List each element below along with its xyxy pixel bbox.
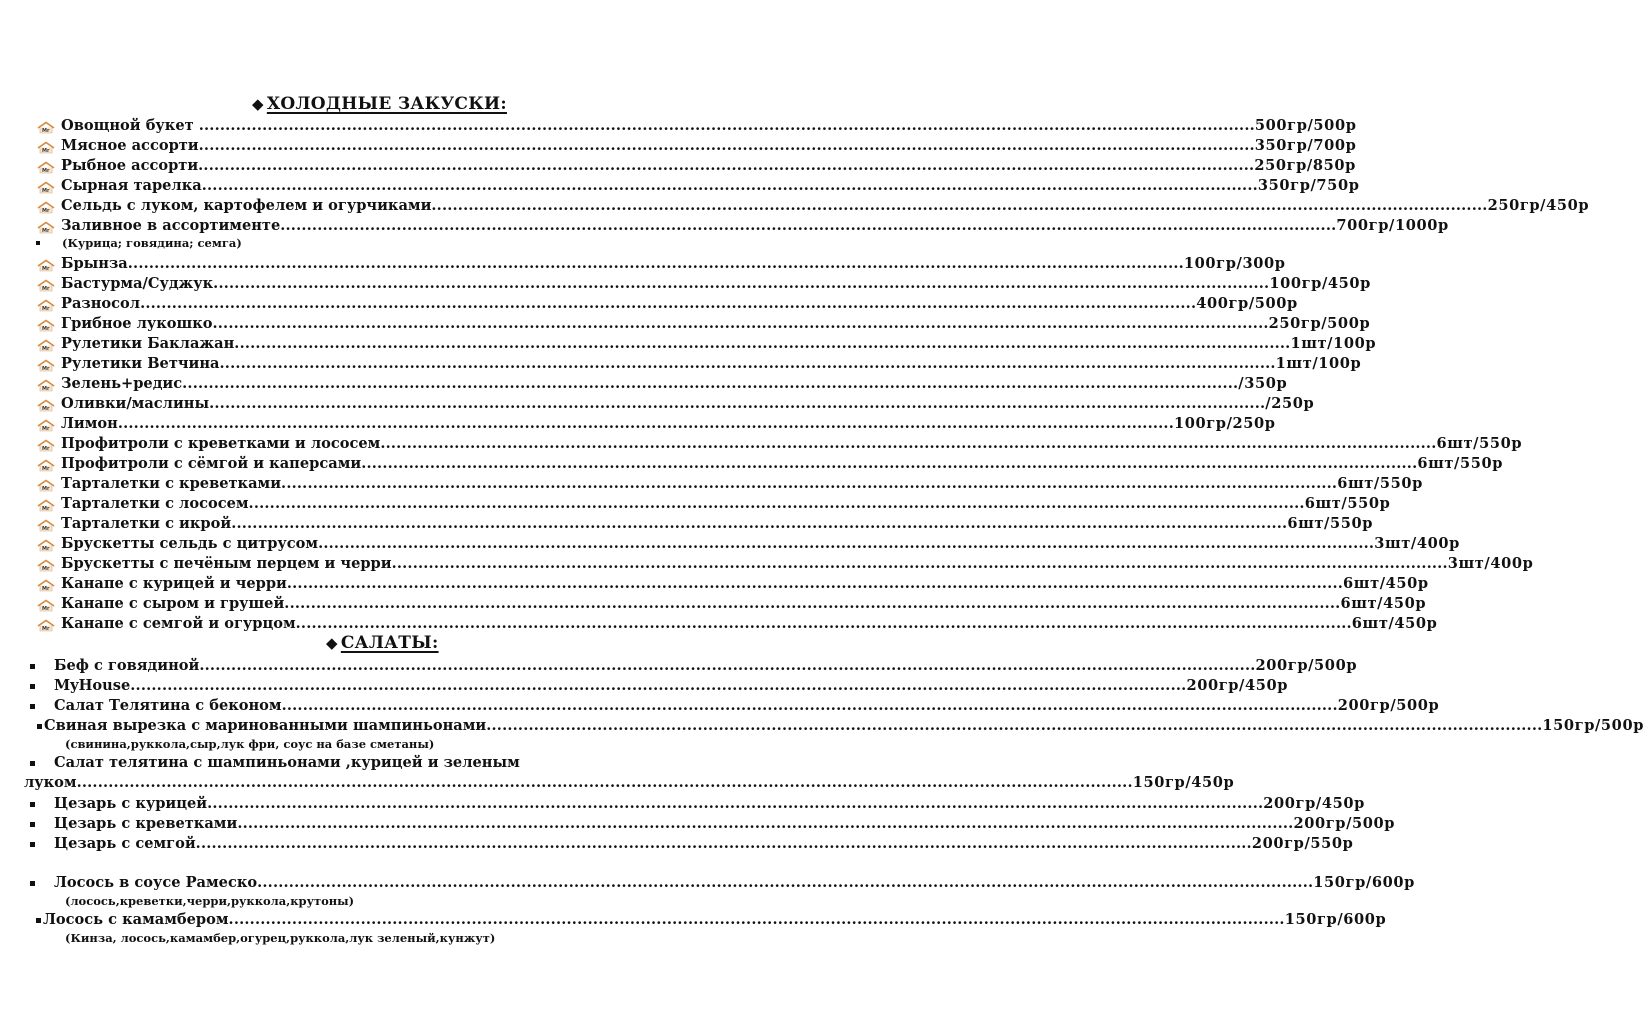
item-name-line2: луком (24, 774, 77, 791)
item-name: Рулетики Ветчина (61, 355, 220, 372)
leader-dots: ........................................................................................................................................................................................................ (257, 874, 1314, 891)
item-price: 250гр/500р (1268, 315, 1371, 332)
leader-dots: ........................................................................................................................................................................................................ (248, 495, 1305, 512)
svg-text:Mr: Mr (42, 167, 50, 174)
salad-item (37, 716, 1644, 736)
mr-house-logo-icon (37, 378, 55, 391)
cold-appetizer-item (37, 254, 1286, 274)
cold-appetizer-item (37, 334, 1377, 354)
item-price: 150гр/450р (1132, 774, 1235, 791)
mr-house-logo-icon (37, 338, 55, 351)
item-price: 250гр/450р (1487, 197, 1590, 214)
mr-house-logo-icon (37, 558, 55, 571)
item-name: Канапе с курицей и черри (61, 575, 287, 592)
leader-dots: ........................................................................................................................................................................................................ (231, 515, 1288, 532)
cold-appetizer-item (37, 274, 1371, 294)
svg-text:Mr: Mr (42, 305, 50, 312)
cold-appetizer-item (37, 374, 1288, 394)
salad-item-continued (24, 773, 1235, 793)
item-price: 6шт/550р (1417, 455, 1504, 472)
salad-item (36, 910, 1387, 930)
salad-item (30, 696, 1440, 716)
leader-dots: ........................................................................................................................................................................................................ (286, 575, 1344, 592)
mr-house-logo-icon (37, 140, 55, 153)
svg-text:Mr: Mr (42, 605, 50, 612)
salad-item (30, 814, 1396, 834)
svg-text:Mr: Mr (42, 545, 50, 552)
svg-text:Mr: Mr (42, 385, 50, 392)
item-price: 6шт/450р (1340, 595, 1427, 612)
bullet-square-icon (30, 822, 35, 827)
item-name: Цезарь с курицей (54, 795, 208, 812)
cold-appetizer-item (37, 534, 1460, 554)
mr-house-logo-icon (37, 598, 55, 611)
leader-dots: ........................................................................................................................................................................................................ (198, 157, 1255, 174)
svg-text:Mr: Mr (42, 265, 50, 272)
leader-dots: ........................................................................................................................................................................................................ (198, 137, 1255, 154)
leader-dots: ........................................................................................................................................................................................................ (198, 117, 1255, 134)
leader-dots: ........................................................................................................................................................................................................ (486, 717, 1543, 734)
leader-dots: ........................................................................................................................................................................................................ (234, 335, 1291, 352)
mr-house-logo-icon (37, 358, 55, 371)
cold-appetizers-heading (252, 94, 507, 114)
mr-house-logo-icon (37, 278, 55, 291)
cold-appetizer-item (37, 394, 1315, 414)
bullet-square-icon (30, 881, 35, 886)
mr-house-logo-icon (37, 538, 55, 551)
item-price: 200гр/500р (1293, 815, 1396, 832)
item-name: Лимон (61, 415, 118, 432)
item-name: Свиная вырезка с маринованными шампиньонами (44, 717, 487, 734)
cold-appetizer-item (37, 434, 1523, 454)
svg-text:Mr: Mr (42, 207, 50, 214)
leader-dots: ........................................................................................................................................................................................................ (280, 217, 1337, 234)
leader-dots: ........................................................................................................................................................................................................ (295, 615, 1352, 632)
item-price: 200гр/450р (1263, 795, 1365, 812)
svg-text:Mr: Mr (42, 505, 50, 512)
cold-appetizer-item (37, 554, 1534, 574)
item-price: 6шт/550р (1304, 495, 1391, 512)
mr-house-logo-icon (37, 298, 55, 311)
item-name: MyHouse (54, 677, 131, 694)
item-name: Рыбное ассорти (61, 157, 199, 174)
cold-appetizer-item (37, 474, 1423, 494)
item-price: 3шт/400р (1374, 535, 1460, 552)
item-price: 400гр/500р (1196, 295, 1298, 312)
leader-dots: ........................................................................................................................................................................................................ (228, 911, 1285, 928)
diamond-icon: ◆ (252, 95, 264, 113)
svg-text:Mr: Mr (42, 285, 50, 292)
item-price: 200гр/500р (1255, 657, 1358, 674)
svg-text:Mr: Mr (42, 525, 50, 532)
item-name: Грибное лукошко (61, 315, 213, 332)
leader-dots: ........................................................................................................................................................................................................ (76, 774, 1133, 791)
item-name: Сельдь с луком, картофелем и огурчиками (61, 197, 432, 214)
item-name-line1: Салат телятина с шампиньонами ,курицей и зеленым (54, 754, 520, 771)
item-name: Лосось в соусе Рамеско (54, 874, 258, 891)
item-price: 150гр/600р (1284, 911, 1387, 928)
item-price: 1шт/100р (1275, 355, 1362, 372)
item-name: Канапе с сыром и грушей (61, 595, 285, 612)
cold-appetizer-item (37, 136, 1357, 156)
mr-house-logo-icon (37, 258, 55, 271)
svg-text:Mr: Mr (42, 147, 50, 154)
cold-appetizer-item (37, 454, 1504, 474)
leader-dots: ........................................................................................................................................................................................................ (117, 415, 1174, 432)
mr-house-logo-icon (37, 180, 55, 193)
item-name: Тарталетки с креветками (61, 475, 282, 492)
item-name: Разносол (61, 295, 141, 312)
svg-text:Mr: Mr (42, 325, 50, 332)
cold-appetizer-item (37, 216, 1449, 236)
item-note: (свинина,руккола,сыр,лук фри, соус на базе сметаны) (65, 737, 435, 751)
svg-text:Mr: Mr (42, 127, 50, 134)
cold-appetizer-item (37, 414, 1276, 434)
item-name: Брускетты сельдь с цитрусом (61, 535, 319, 552)
item-price: 100гр/300р (1183, 255, 1286, 272)
item-name: Бастурма/Суджук (61, 275, 214, 292)
mr-house-logo-icon (37, 318, 55, 331)
item-name: Заливное в ассортименте (61, 217, 281, 234)
item-price: /250р (1265, 395, 1315, 412)
item-price: 250гр/850р (1254, 157, 1356, 174)
leader-dots: ........................................................................................................................................................................................................ (209, 395, 1266, 412)
item-name: Овощной букет (61, 117, 199, 134)
item-name: Сырная тарелка (61, 177, 202, 194)
aspic-note-text: (Курица; говядина; семга) (62, 236, 242, 250)
svg-text:Mr: Mr (42, 345, 50, 352)
salad-item (30, 753, 658, 773)
item-name: Профитроли с сёмгой и каперсами (61, 455, 362, 472)
svg-text:Mr: Mr (42, 405, 50, 412)
salad-item (30, 873, 1415, 893)
item-name: Тарталетки с икрой (61, 515, 232, 532)
cold-appetizer-item (37, 294, 1298, 314)
item-name: Брускетты с печёным перцем и черри (61, 555, 392, 572)
mr-house-logo-icon (37, 160, 55, 173)
leader-dots: ........................................................................................................................................................................................................ (361, 455, 1418, 472)
mr-house-logo-icon (37, 498, 55, 511)
item-price: 350гр/750р (1257, 177, 1360, 194)
bullet-square-icon (36, 241, 40, 245)
bullet-square-icon (30, 664, 35, 669)
item-price: 100гр/450р (1269, 275, 1371, 292)
aspic-note (36, 235, 242, 251)
leader-dots: ........................................................................................................................................................................................................ (207, 795, 1264, 812)
leader-dots: ........................................................................................................................................................................................................ (281, 697, 1338, 714)
item-price: 6шт/550р (1287, 515, 1374, 532)
item-price: /350р (1238, 375, 1288, 392)
item-name: Зелень+редис (61, 375, 183, 392)
leader-dots: ........................................................................................................................................................................................................ (195, 835, 1252, 852)
mr-house-logo-icon (37, 438, 55, 451)
mr-house-logo-icon (37, 518, 55, 531)
item-price: 150гр/500р (1542, 717, 1644, 734)
svg-text:Mr: Mr (42, 625, 50, 632)
cold-appetizer-item (37, 574, 1429, 594)
leader-dots: ........................................................................................................................................................................................................ (380, 435, 1437, 452)
mr-house-logo-icon (37, 578, 55, 591)
cold-appetizer-item (37, 116, 1357, 136)
item-name: Беф с говядиной (54, 657, 200, 674)
cold-appetizer-item (37, 196, 1590, 216)
mr-house-logo-icon (37, 618, 55, 631)
item-price: 500гр/500р (1254, 117, 1357, 134)
salad-item (30, 834, 1354, 854)
svg-text:Mr: Mr (42, 565, 50, 572)
salad-item (30, 676, 1289, 696)
item-price: 6шт/450р (1351, 615, 1438, 632)
mr-house-logo-icon (37, 200, 55, 213)
bullet-square-icon (36, 918, 41, 923)
leader-dots: ........................................................................................................................................................................................................ (237, 815, 1294, 832)
bullet-square-icon (30, 842, 35, 847)
svg-text:Mr: Mr (42, 365, 50, 372)
item-name: Оливки/маслины (61, 395, 210, 412)
cold-appetizer-item (37, 614, 1438, 634)
item-price: 100гр/250р (1173, 415, 1276, 432)
item-name: Цезарь с семгой (54, 835, 196, 852)
salads-title: САЛАТЫ: (340, 633, 439, 653)
cold-appetizers-title: ХОЛОДНЫЕ ЗАКУСКИ: (266, 94, 507, 114)
cold-appetizer-item (37, 176, 1360, 196)
svg-text:Mr: Mr (42, 585, 50, 592)
item-name: Профитроли с креветками и лососем (61, 435, 381, 452)
item-price: 350гр/700р (1254, 137, 1357, 154)
leader-dots: ........................................................................................................................................................................................................ (318, 535, 1375, 552)
svg-text:Mr: Mr (42, 465, 50, 472)
item-name: Лосось с камамбером (43, 911, 229, 928)
bullet-square-icon (30, 684, 35, 689)
leader-dots: ........................................................................................................................................................................................................ (219, 355, 1276, 372)
svg-text:Mr: Mr (42, 227, 50, 234)
svg-text:Mr: Mr (42, 445, 50, 452)
leader-dots: ........................................................................................................................................................................................................ (212, 315, 1269, 332)
leader-dots: ........................................................................................................................................................................................................ (431, 197, 1488, 214)
item-note: (Кинза, лосось,камамбер,огурец,руккола,лук зеленый,кунжут) (65, 931, 496, 945)
svg-text:Mr: Mr (42, 187, 50, 194)
item-name: Брынза (61, 255, 128, 272)
leader-dots: ........................................................................................................................................................................................................ (201, 177, 1258, 194)
item-price: 200гр/450р (1186, 677, 1289, 694)
bullet-square-icon (30, 761, 35, 766)
item-name: Рулетики Баклажан (61, 335, 235, 352)
item-price: 200гр/550р (1251, 835, 1354, 852)
leader-dots: ........................................................................................................................................................................................................ (127, 255, 1184, 272)
item-price: 6шт/450р (1343, 575, 1429, 592)
svg-text:Mr: Mr (42, 425, 50, 432)
leader-dots: ........................................................................................................................................................................................................ (391, 555, 1448, 572)
item-price: 1шт/100р (1290, 335, 1377, 352)
item-price: 700гр/1000р (1336, 217, 1449, 234)
item-price: 6шт/550р (1436, 435, 1523, 452)
cold-appetizer-item (37, 494, 1391, 514)
mr-house-logo-icon (37, 398, 55, 411)
mr-house-logo-icon (37, 120, 55, 133)
salad-item (30, 794, 1365, 814)
salads-heading (326, 633, 439, 653)
bullet-square-icon (30, 802, 35, 807)
leader-dots: ........................................................................................................................................................................................................ (182, 375, 1239, 392)
item-name: Канапе с семгой и огурцом (61, 615, 296, 632)
item-note: (лосось,креветки,черри,руккола,крутоны) (65, 894, 355, 908)
item-name: Мясное ассорти (61, 137, 199, 154)
leader-dots: ........................................................................................................................................................................................................ (140, 295, 1197, 312)
mr-house-logo-icon (37, 418, 55, 431)
item-price: 150гр/600р (1313, 874, 1415, 891)
cold-appetizer-item (37, 594, 1427, 614)
leader-dots: ........................................................................................................................................................................................................ (130, 677, 1187, 694)
cold-appetizer-item (37, 314, 1371, 334)
mr-house-logo-icon (37, 478, 55, 491)
leader-dots: ........................................................................................................................................................................................................ (284, 595, 1341, 612)
leader-dots: ........................................................................................................................................................................................................ (213, 275, 1270, 292)
diamond-icon: ◆ (326, 634, 338, 652)
item-name: Салат Телятина с беконом (54, 697, 282, 714)
svg-text:Mr: Mr (42, 485, 50, 492)
cold-appetizer-item (37, 156, 1356, 176)
leader-dots: ........................................................................................................................................................................................................ (199, 657, 1256, 674)
leader-dots: ........................................................................................................................................................................................................ (281, 475, 1338, 492)
mr-house-logo-icon (37, 458, 55, 471)
cold-appetizer-item (37, 514, 1374, 534)
mr-house-logo-icon (37, 220, 55, 233)
item-name: Цезарь с креветками (54, 815, 238, 832)
item-price: 200гр/500р (1337, 697, 1440, 714)
bullet-square-icon (37, 724, 42, 729)
cold-appetizer-item (37, 354, 1362, 374)
salad-item (30, 656, 1358, 676)
bullet-square-icon (30, 704, 35, 709)
item-name: Тарталетки с лососем (61, 495, 249, 512)
item-price: 6шт/550р (1337, 475, 1423, 492)
item-price: 3шт/400р (1447, 555, 1534, 572)
